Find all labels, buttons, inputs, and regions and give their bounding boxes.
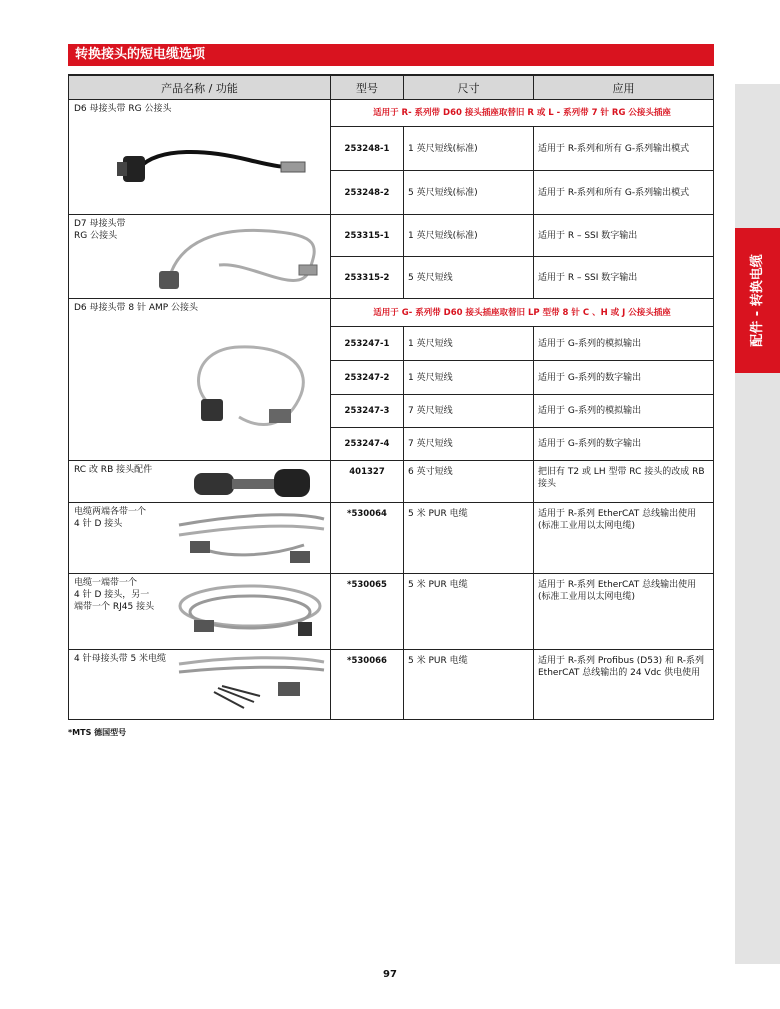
cable-image-d7-rg — [159, 221, 329, 293]
model-cell: *530064 — [331, 503, 404, 574]
application-cell: 适用于 R – SSI 数字输出 — [534, 257, 714, 299]
g-series-note: 适用于 G- 系列带 D60 接头插座取替旧 LP 型带 8 针 C 、H 或 J 公接头插座 — [331, 299, 714, 327]
size-cell: 5 英尺短线 — [404, 257, 534, 299]
size-cell: 1 英尺短线(标准) — [404, 215, 534, 257]
col-header-size: 尺寸 — [404, 75, 534, 100]
application-cell: 适用于 R-系列和所有 G-系列输出模式 — [534, 127, 714, 171]
cable-image-d6-amp — [179, 329, 319, 449]
cable-image-female-4pin — [174, 652, 326, 716]
application-cell: 适用于 R – SSI 数字输出 — [534, 215, 714, 257]
product-label: D6 母接头带 8 针 AMP 公接头 — [74, 303, 199, 313]
side-strip — [735, 84, 780, 964]
table-row — [69, 215, 714, 257]
cable-image-dual-4pin — [174, 505, 326, 571]
cable-image-d-rj45 — [174, 576, 326, 646]
cable-image-d6-rg — [109, 126, 314, 196]
table-row — [69, 461, 714, 503]
size-cell: 5 米 PUR 电缆 — [404, 650, 534, 720]
model-cell: 253315-1 — [331, 215, 404, 257]
application-cell: 适用于 R-系列和所有 G-系列输出模式 — [534, 171, 714, 215]
cable-options-table — [68, 74, 714, 720]
size-cell: 5 英尺短线(标准) — [404, 171, 534, 215]
product-label: RC 改 RB 接头配件 — [74, 465, 153, 475]
table-row — [69, 650, 714, 720]
model-cell: 253247-3 — [331, 395, 404, 428]
table-row — [69, 100, 714, 127]
col-header-product: 产品名称 / 功能 — [69, 75, 331, 100]
size-cell: 1 英尺短线(标准) — [404, 127, 534, 171]
table-row — [69, 574, 714, 650]
side-tab-label: 配件 - 转换电缆 — [750, 254, 765, 347]
col-header-model: 型号 — [331, 75, 404, 100]
model-cell: 253247-2 — [331, 361, 404, 395]
model-cell: 253247-4 — [331, 428, 404, 461]
footnote: *MTS 德国型号 — [68, 728, 127, 737]
model-cell: 253247-1 — [331, 327, 404, 361]
product-label: D7 母接头带 RG 公接头 — [74, 219, 126, 241]
application-cell: 适用于 R-系列 EtherCAT 总线输出使用 (标准工业用以太网电缆) — [534, 574, 714, 650]
application-cell: 适用于 G-系列的数字输出 — [534, 428, 714, 461]
model-cell: *530066 — [331, 650, 404, 720]
model-cell: 253248-2 — [331, 171, 404, 215]
product-label: 4 针母接头带 5 米电缆 — [74, 654, 167, 664]
size-cell: 5 米 PUR 电缆 — [404, 574, 534, 650]
col-header-application: 应用 — [534, 75, 714, 100]
model-cell: 253248-1 — [331, 127, 404, 171]
application-cell: 适用于 R-系列 Profibus (D53) 和 R-系列 EtherCAT 总线输出的 24 Vdc 供电使用 — [534, 650, 714, 720]
size-cell: 7 英尺短线 — [404, 428, 534, 461]
size-cell: 5 米 PUR 电缆 — [404, 503, 534, 574]
application-cell: 适用于 G-系列的数字输出 — [534, 361, 714, 395]
application-cell: 适用于 G-系列的模拟输出 — [534, 327, 714, 361]
size-cell: 7 英尺短线 — [404, 395, 534, 428]
section-title: 转换接头的短电缆选项 — [68, 44, 714, 66]
product-cell-d6-amp — [69, 299, 331, 461]
product-label: 电缆一端带一个 4 针 D 接头，另一 端带一个 RJ45 接头 — [74, 578, 155, 612]
product-cell-dual-4pin — [69, 503, 331, 574]
page-number: 97 — [383, 969, 397, 980]
product-cell-d6-rg — [69, 100, 331, 215]
model-cell: 253315-2 — [331, 257, 404, 299]
application-cell: 适用于 R-系列 EtherCAT 总线输出使用 (标准工业用以太网电缆) — [534, 503, 714, 574]
size-cell: 1 英尺短线 — [404, 327, 534, 361]
product-cell-d7-rg — [69, 215, 331, 299]
side-tab — [735, 228, 780, 373]
product-label: D6 母接头带 RG 公接头 — [74, 104, 172, 114]
size-cell: 6 英寸短线 — [404, 461, 534, 503]
table-row — [69, 299, 714, 327]
application-cell: 把旧有 T2 或 LH 型带 RC 接头的改成 RB 接头 — [534, 461, 714, 503]
table-row — [69, 503, 714, 574]
product-cell-rc-rb — [69, 461, 331, 503]
product-label: 电缆两端各带一个 4 针 D 接头 — [74, 507, 147, 529]
product-cell-d-rj45 — [69, 574, 331, 650]
application-cell: 适用于 G-系列的模拟输出 — [534, 395, 714, 428]
table-header-row — [69, 75, 714, 100]
model-cell: *530065 — [331, 574, 404, 650]
size-cell: 1 英尺短线 — [404, 361, 534, 395]
r-series-note: 适用于 R- 系列带 D60 接头插座取替旧 R 或 L - 系列带 7 针 RG 公接头插座 — [331, 100, 714, 127]
model-cell: 401327 — [331, 461, 404, 503]
product-cell-female-4pin — [69, 650, 331, 720]
cable-image-rc-rb — [194, 465, 324, 501]
